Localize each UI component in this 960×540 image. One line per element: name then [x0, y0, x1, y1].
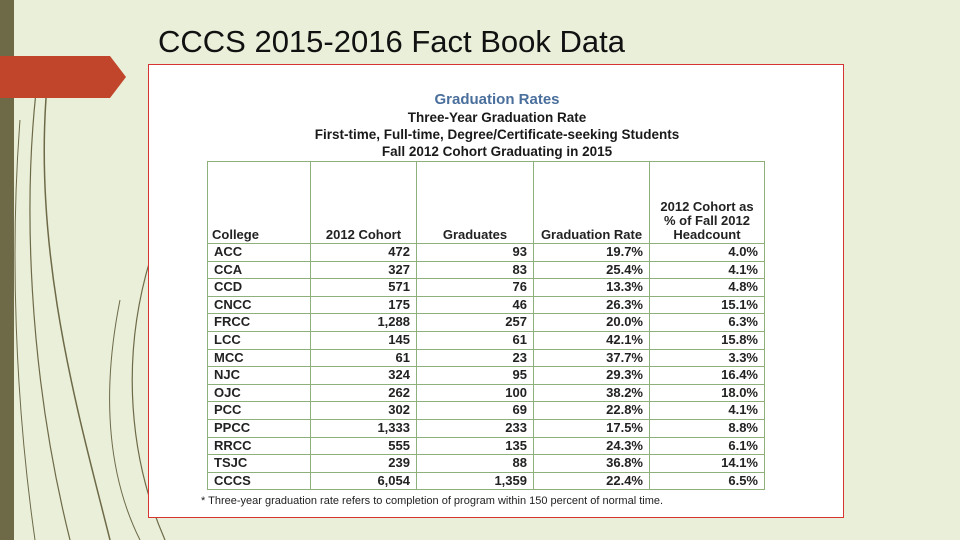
- cell-graduates: 76: [417, 279, 534, 297]
- cell-college: TSJC: [208, 455, 311, 473]
- cell-cohort: 324: [311, 367, 417, 385]
- cell-cohort: 61: [311, 349, 417, 367]
- cell-college: CNCC: [208, 296, 311, 314]
- table-row: [208, 314, 765, 332]
- cell-graduates: 135: [417, 437, 534, 455]
- table-row: [208, 349, 765, 367]
- cell-rate: 22.8%: [534, 402, 650, 420]
- cell-headcount: 15.1%: [650, 296, 765, 314]
- cell-cohort: 145: [311, 331, 417, 349]
- cell-college: RRCC: [208, 437, 311, 455]
- cell-cohort: 327: [311, 261, 417, 279]
- cell-graduates: 1,359: [417, 472, 534, 490]
- cell-headcount: 18.0%: [650, 384, 765, 402]
- cell-college: OJC: [208, 384, 311, 402]
- cell-graduates: 257: [417, 314, 534, 332]
- cell-college: CCA: [208, 261, 311, 279]
- cell-college: FRCC: [208, 314, 311, 332]
- cell-graduates: 69: [417, 402, 534, 420]
- cell-cohort: 6,054: [311, 472, 417, 490]
- cell-headcount: 8.8%: [650, 419, 765, 437]
- graduation-table-wrap: [207, 161, 765, 490]
- document-subtitle-1: Three-Year Graduation Rate: [407, 110, 587, 125]
- cell-college: ACC: [208, 244, 311, 262]
- cell-rate: 38.2%: [534, 384, 650, 402]
- cell-headcount: 4.1%: [650, 261, 765, 279]
- cell-cohort: 175: [311, 296, 417, 314]
- table-header-row: [208, 162, 765, 244]
- cell-cohort: 571: [311, 279, 417, 297]
- table-row: [208, 455, 765, 473]
- header-headcount: 2012 Cohort as % of Fall 2012 Headcount: [650, 162, 765, 244]
- header-college: College: [208, 162, 311, 244]
- table-row: [208, 244, 765, 262]
- table-row: [208, 419, 765, 437]
- cell-rate: 42.1%: [534, 331, 650, 349]
- cell-rate: 20.0%: [534, 314, 650, 332]
- header-cohort: 2012 Cohort: [311, 162, 417, 244]
- cell-graduates: 93: [417, 244, 534, 262]
- cell-rate: 24.3%: [534, 437, 650, 455]
- cell-graduates: 83: [417, 261, 534, 279]
- table-row: [208, 402, 765, 420]
- table-row-total: [208, 472, 765, 490]
- cell-headcount: 16.4%: [650, 367, 765, 385]
- cell-college: NJC: [208, 367, 311, 385]
- header-graduation-rate: Graduation Rate: [534, 162, 650, 244]
- cell-cohort: 472: [311, 244, 417, 262]
- cell-graduates: 95: [417, 367, 534, 385]
- cell-rate: 37.7%: [534, 349, 650, 367]
- fact-book-image: [148, 64, 844, 518]
- cell-college: CCD: [208, 279, 311, 297]
- cell-headcount: 4.1%: [650, 402, 765, 420]
- cell-rate: 29.3%: [534, 367, 650, 385]
- cell-graduates: 88: [417, 455, 534, 473]
- cell-graduates: 100: [417, 384, 534, 402]
- cell-cohort: 302: [311, 402, 417, 420]
- cell-headcount: 14.1%: [650, 455, 765, 473]
- red-arrow-tab: [0, 56, 130, 98]
- cell-rate: 25.4%: [534, 261, 650, 279]
- cell-cohort: 239: [311, 455, 417, 473]
- cell-headcount: 6.1%: [650, 437, 765, 455]
- table-row: [208, 296, 765, 314]
- footnote: * Three-year graduation rate refers to completion of program within 150 percent of normal time.: [201, 495, 664, 507]
- document-subtitle-3: Fall 2012 Cohort Graduating in 2015: [381, 144, 613, 159]
- cell-headcount: 15.8%: [650, 331, 765, 349]
- slide-title: CCCS 2015-2016 Fact Book Data: [158, 24, 625, 59]
- cell-headcount: 3.3%: [650, 349, 765, 367]
- table-row: [208, 279, 765, 297]
- cell-college: LCC: [208, 331, 311, 349]
- cell-graduates: 23: [417, 349, 534, 367]
- cell-graduates: 61: [417, 331, 534, 349]
- cell-college: PCC: [208, 402, 311, 420]
- cell-headcount: 4.8%: [650, 279, 765, 297]
- cell-college: PPCC: [208, 419, 311, 437]
- cell-graduates: 46: [417, 296, 534, 314]
- cell-rate: 26.3%: [534, 296, 650, 314]
- cell-rate: 36.8%: [534, 455, 650, 473]
- table-row: [208, 331, 765, 349]
- header-graduates: Graduates: [417, 162, 534, 244]
- cell-rate: 13.3%: [534, 279, 650, 297]
- cell-rate: 17.5%: [534, 419, 650, 437]
- cell-headcount: 6.5%: [650, 472, 765, 490]
- cell-rate: 19.7%: [534, 244, 650, 262]
- cell-graduates: 233: [417, 419, 534, 437]
- cell-cohort: 1,333: [311, 419, 417, 437]
- table-row: [208, 367, 765, 385]
- cell-cohort: 555: [311, 437, 417, 455]
- cell-cohort: 262: [311, 384, 417, 402]
- cell-cohort: 1,288: [311, 314, 417, 332]
- table-row: [208, 437, 765, 455]
- cell-headcount: 6.3%: [650, 314, 765, 332]
- table-row: [208, 261, 765, 279]
- document-title: Graduation Rates: [434, 91, 560, 108]
- graduation-rates-table: [207, 161, 765, 490]
- cell-college: CCCS: [208, 472, 311, 490]
- table-row: [208, 384, 765, 402]
- cell-rate: 22.4%: [534, 472, 650, 490]
- document-subtitle-2: First-time, Full-time, Degree/Certificate-seeking Students: [314, 127, 680, 142]
- cell-college: MCC: [208, 349, 311, 367]
- cell-headcount: 4.0%: [650, 244, 765, 262]
